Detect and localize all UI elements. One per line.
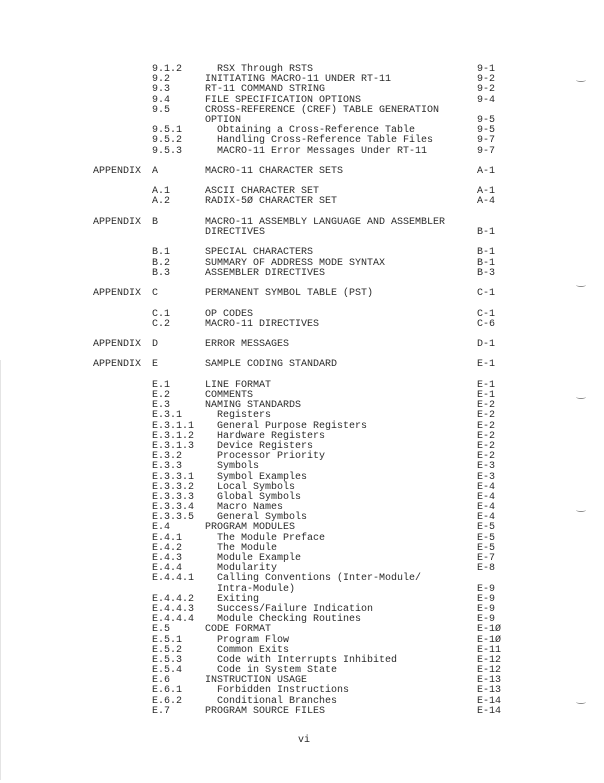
section-title: Device Registers — [217, 440, 314, 452]
page-reference: 9-5 — [477, 125, 496, 137]
appendix-label: APPENDIX — [93, 359, 142, 371]
section-number: 9.2 — [152, 74, 171, 86]
section-title: INITIATING MACRO-11 UNDER RT-11 — [205, 74, 392, 86]
page-reference: E-1 — [477, 390, 496, 401]
page-reference: E-3 — [477, 461, 496, 473]
toc-entry — [0, 554, 604, 564]
toc-entry — [0, 544, 604, 554]
section-number: 9.3 — [152, 84, 171, 96]
section-number: E.4.2 — [152, 542, 183, 554]
page-reference: E-2 — [477, 400, 496, 412]
section-title: RSX Through RSTS — [217, 64, 314, 75]
page-reference: E-14 — [477, 695, 502, 707]
section-number: E.4.3 — [152, 553, 183, 564]
page-reference: A-4 — [477, 196, 496, 208]
section-number: E.1 — [152, 379, 171, 391]
page-reference: E-1Ø — [477, 624, 502, 636]
section-title: Common Exits — [217, 644, 290, 656]
page-reference: E-3 — [477, 471, 496, 483]
page-reference: 9-2 — [477, 74, 496, 86]
page-reference: E-4 — [477, 481, 496, 493]
section-number: 9.4 — [152, 94, 171, 106]
toc-entry — [0, 493, 604, 503]
section-title: Symbol Examples — [217, 471, 308, 483]
toc-entry — [0, 147, 604, 157]
page-reference: E-5 — [477, 542, 496, 554]
page-reference: E-9 — [477, 603, 496, 615]
section-number: E.3.1.1 — [152, 420, 195, 432]
section-title: MACRO-11 Error Messages Under RT-11 — [217, 145, 428, 157]
page-reference: E-2 — [477, 420, 496, 432]
blank-line — [0, 330, 604, 340]
page-reference: E-5 — [477, 532, 496, 544]
section-number: E.2 — [152, 390, 171, 401]
toc-entry — [0, 228, 604, 238]
section-title: MACRO-11 ASSEMBLY LANGUAGE AND ASSEMBLER — [205, 216, 446, 228]
section-title: SPECIAL CHARACTERS — [205, 247, 314, 259]
scan-mark — [576, 283, 586, 287]
section-title: The Module — [217, 542, 278, 554]
section-title: OPTION — [205, 114, 242, 126]
section-number: E.4 — [152, 522, 171, 534]
toc-entry — [0, 534, 604, 544]
section-title: Registers — [217, 410, 272, 422]
section-title: Processor Priority — [217, 451, 326, 463]
page-reference: C-6 — [477, 318, 496, 330]
section-number: E.4.1 — [152, 532, 183, 544]
section-title: Module Checking Routines — [217, 614, 362, 626]
section-title: General Purpose Registers — [217, 420, 368, 432]
appendix-label: APPENDIX — [93, 288, 142, 300]
section-number: B.3 — [152, 267, 171, 279]
section-number: E.7 — [152, 705, 171, 717]
section-number: C.1 — [152, 308, 171, 320]
toc-entry — [0, 106, 604, 116]
page-reference: E-9 — [477, 593, 496, 605]
section-number: 9.5.2 — [152, 135, 183, 147]
toc-entry — [0, 513, 604, 523]
scan-mark — [576, 395, 586, 399]
section-title: LINE FORMAT — [205, 379, 272, 391]
section-number: E.6.1 — [152, 685, 183, 697]
section-title: OP CODES — [205, 308, 254, 320]
section-number: E.3.1 — [152, 410, 183, 422]
toc-entry — [0, 625, 604, 635]
section-title: COMMENTS — [205, 390, 254, 401]
section-number: C — [152, 288, 159, 300]
section-number: E.3.3.1 — [152, 471, 195, 483]
section-number: B — [152, 216, 159, 228]
toc-appendix-entry — [0, 167, 604, 177]
page-reference: E-14 — [477, 705, 502, 717]
section-number: 9.1.2 — [152, 64, 183, 75]
toc-entry — [0, 707, 604, 717]
section-title: INSTRUCTION USAGE — [205, 675, 308, 687]
toc-entry — [0, 401, 604, 411]
section-title: CROSS-REFERENCE (CREF) TABLE GENERATION — [205, 104, 440, 116]
section-number: E — [152, 359, 159, 371]
page-reference: 9-7 — [477, 145, 496, 157]
page-reference: E-4 — [477, 512, 496, 524]
page-reference: 9-2 — [477, 84, 496, 96]
section-number: E.3.3.3 — [152, 491, 195, 503]
toc-entry — [0, 483, 604, 493]
section-number: E.5 — [152, 624, 171, 636]
toc-entry — [0, 391, 604, 401]
page-reference: E-5 — [477, 522, 496, 534]
toc-appendix-entry — [0, 289, 604, 299]
appendix-label: APPENDIX — [93, 339, 142, 351]
page-reference: E-2 — [477, 440, 496, 452]
section-title: SAMPLE CODING STANDARD — [205, 359, 338, 371]
section-title: Global Symbols — [217, 491, 302, 503]
section-title: FILE SPECIFICATION OPTIONS — [205, 94, 362, 106]
section-number: A.2 — [152, 196, 171, 208]
section-title: Hardware Registers — [217, 430, 326, 442]
section-title: MACRO-11 CHARACTER SETS — [205, 165, 344, 177]
page-reference: E-13 — [477, 675, 502, 687]
blank-line — [0, 371, 604, 381]
section-number: D — [152, 339, 159, 351]
page-reference: E-13 — [477, 685, 502, 697]
appendix-label: APPENDIX — [93, 165, 142, 177]
page-reference: E-11 — [477, 644, 502, 656]
toc-entry — [0, 574, 604, 584]
toc-entry — [0, 269, 604, 279]
section-number: 9.5.1 — [152, 125, 183, 137]
page-number: vi — [298, 735, 311, 746]
page-reference: E-2 — [477, 410, 496, 422]
toc-appendix-entry — [0, 340, 604, 350]
scan-mark — [576, 78, 586, 82]
section-title: RADIX-5Ø CHARACTER SET — [205, 196, 338, 208]
section-title: Calling Conventions (Inter-Module/ — [217, 573, 422, 585]
table-of-contents — [0, 65, 604, 717]
page-reference: B-1 — [477, 257, 496, 269]
page-reference: A-1 — [477, 186, 496, 198]
section-number: 9.5.3 — [152, 145, 183, 157]
section-title: Macro Names — [217, 502, 284, 514]
section-number: E.3.3.5 — [152, 512, 195, 524]
page-reference: E-4 — [477, 502, 496, 514]
section-title: Local Symbols — [217, 481, 296, 493]
section-title: ASSEMBLER DIRECTIVES — [205, 267, 326, 279]
page-reference: C-1 — [477, 308, 496, 320]
page-reference: C-1 — [477, 288, 496, 300]
page-reference: D-1 — [477, 339, 496, 351]
page-reference: 9-5 — [477, 114, 496, 126]
section-title: PERMANENT SYMBOL TABLE (PST) — [205, 288, 374, 300]
scan-mark — [576, 508, 586, 512]
page-reference: 9-7 — [477, 135, 496, 147]
section-number: B.2 — [152, 257, 171, 269]
page-reference: A-1 — [477, 165, 496, 177]
section-number: E.5.3 — [152, 654, 183, 666]
section-title: The Module Preface — [217, 532, 326, 544]
toc-appendix-entry — [0, 360, 604, 370]
toc-entry — [0, 636, 604, 646]
page-reference: E-1 — [477, 359, 496, 371]
section-number: A.1 — [152, 186, 171, 198]
section-number: B.1 — [152, 247, 171, 259]
section-title: PROGRAM MODULES — [205, 522, 296, 534]
section-number: E.3.1.2 — [152, 430, 195, 442]
scan-mark — [576, 700, 586, 704]
section-title: Conditional Branches — [217, 695, 338, 707]
section-title: DIRECTIVES — [205, 227, 266, 238]
section-number: E.6 — [152, 675, 171, 687]
page-reference: E-1 — [477, 379, 496, 391]
section-title: General Symbols — [217, 512, 308, 524]
page-reference: E-2 — [477, 451, 496, 463]
section-number: E.5.2 — [152, 644, 183, 656]
section-number: 9.5 — [152, 104, 171, 116]
section-number: E.5.4 — [152, 665, 183, 677]
toc-entry — [0, 381, 604, 391]
toc-entry — [0, 473, 604, 483]
section-title: Program Flow — [217, 634, 290, 646]
toc-appendix-entry — [0, 218, 604, 228]
page-reference: 9-1 — [477, 64, 496, 75]
page-reference: E-4 — [477, 491, 496, 503]
section-number: E.4.4.4 — [152, 614, 195, 626]
blank-line — [0, 299, 604, 309]
page-reference: B-1 — [477, 227, 496, 238]
section-title: RT-11 COMMAND STRING — [205, 84, 326, 96]
toc-entry — [0, 197, 604, 207]
toc-entry — [0, 462, 604, 472]
section-title: PROGRAM SOURCE FILES — [205, 705, 326, 717]
section-title: Forbidden Instructions — [217, 685, 350, 697]
section-number: E.3.2 — [152, 451, 183, 463]
toc-entry — [0, 136, 604, 146]
page-reference: E-9 — [477, 583, 496, 595]
page-reference: E-2 — [477, 430, 496, 442]
page-reference: E-7 — [477, 553, 496, 564]
toc-entry — [0, 452, 604, 462]
page-reference: B-1 — [477, 247, 496, 259]
page-reference: E-12 — [477, 654, 502, 666]
page-reference: E-12 — [477, 665, 502, 677]
toc-entry — [0, 585, 604, 595]
section-number: A — [152, 165, 159, 177]
section-number: E.6.2 — [152, 695, 183, 707]
section-number: E.5.1 — [152, 634, 183, 646]
section-number: E.3.1.3 — [152, 440, 195, 452]
section-title: ERROR MESSAGES — [205, 339, 290, 351]
section-title: Module Example — [217, 553, 302, 564]
section-title: CODE FORMAT — [205, 624, 272, 636]
section-number: E.3 — [152, 400, 171, 412]
page-reference: E-1Ø — [477, 634, 502, 646]
section-number: E.3.3.4 — [152, 502, 195, 514]
section-title: Symbols — [217, 461, 260, 473]
section-title: Intra-Module) — [217, 583, 296, 595]
section-title: MACRO-11 DIRECTIVES — [205, 318, 320, 330]
section-title: Code in System State — [217, 665, 338, 677]
page-reference: 9-4 — [477, 94, 496, 106]
section-number: E.4.4.3 — [152, 603, 195, 615]
section-title: Code with Interrupts Inhibited — [217, 654, 398, 666]
page-reference: E-8 — [477, 563, 496, 575]
section-number: E.4.4.2 — [152, 593, 195, 605]
section-number: E.4.4 — [152, 563, 183, 575]
section-number: E.3.3.2 — [152, 481, 195, 493]
section-title: Modularity — [217, 563, 278, 575]
section-title: Handling Cross-Reference Table Files — [217, 135, 434, 147]
appendix-label: APPENDIX — [93, 216, 142, 228]
section-title: SUMMARY OF ADDRESS MODE SYNTAX — [205, 257, 386, 269]
toc-entry — [0, 615, 604, 625]
section-title: NAMING STANDARDS — [205, 400, 302, 412]
section-title: Exiting — [217, 593, 260, 605]
section-number: E.4.4.1 — [152, 573, 195, 585]
section-title: ASCII CHARACTER SET — [205, 186, 320, 198]
page-reference: E-9 — [477, 614, 496, 626]
page-reference: B-3 — [477, 267, 496, 279]
section-title: Success/Failure Indication — [217, 603, 374, 615]
section-title: Obtaining a Cross-Reference Table — [217, 125, 416, 137]
section-number: C.2 — [152, 318, 171, 330]
section-number: E.3.3 — [152, 461, 183, 473]
toc-entry — [0, 320, 604, 330]
